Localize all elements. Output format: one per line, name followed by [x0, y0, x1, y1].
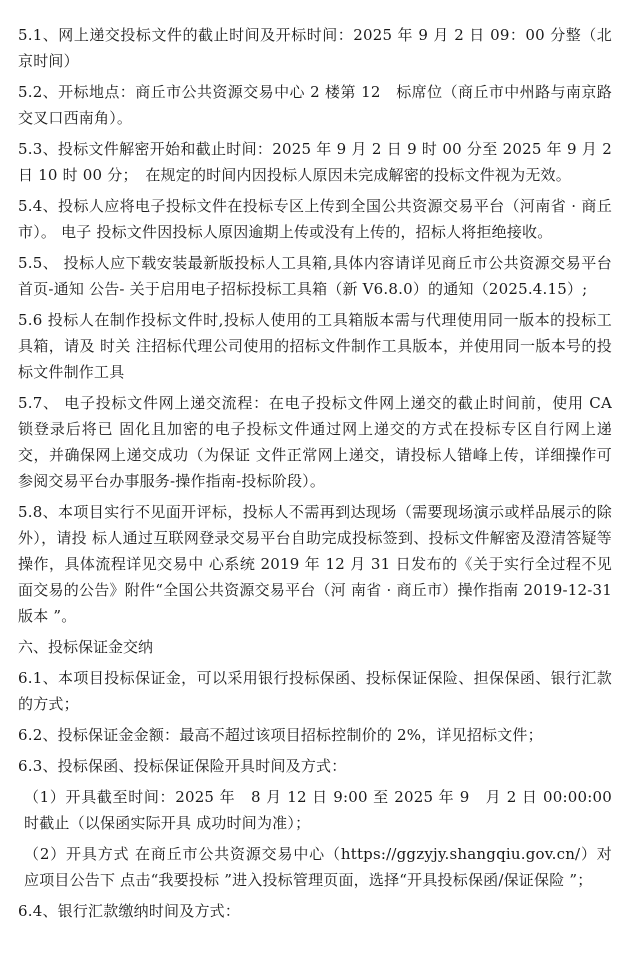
clause-5-6: 5.6 投标人在制作投标文件时,投标人使用的工具箱版本需与代理使用同一版本的投标工具箱，请及 时关 注招标代理公司使用的招标文件制作工具版本，并使用同一版本号的投标文件制作工具	[18, 311, 612, 381]
clause-6-3-item-1: （1）开具截至时间：2025 年 8 月 12 日 9:00 至 2025 年 9 月 2 日 00:00:00 时截止（以保函实际开具 成功时间为准）；	[24, 788, 612, 832]
clause-5-5: 5.5、 投标人应下载安装最新版投标人工具箱,具体内容请详见商丘市公共资源交易平台首页-通知 公告- 关于启用电子招标投标工具箱（新 V6.8.0）的通知（2025.4.15）;	[18, 254, 612, 298]
clause-5-1: 5.1、网上递交投标文件的截止时间及开标时间：2025 年 9 月 2 日 09：00 分整（北京时间）	[18, 26, 612, 70]
clause-5-7: 5.7、 电子投标文件网上递交流程：在电子投标文件网上递交的截止时间前，使用 CA 锁登录后将已 固化且加密的电子投标文件通过网上递交的方式在投标专区自行网上递交，并确保网上递交成功（为保证 文件正常网上递交，请投标人错峰上传，详细操作可参阅交易平台办事服务-操作指南-投标阶段）。	[18, 394, 612, 490]
clause-6-4: 6.4、银行汇款缴纳时间及方式：	[18, 902, 241, 920]
clause-5-3: 5.3、投标文件解密开始和截止时间：2025 年 9 月 2 日 9 时 00 分至 2025 年 9 月 2 日 10 时 00 分； 在规定的时间内因投标人原因未完成解密的投标文件视为无效。	[18, 140, 612, 184]
clause-5-4: 5.4、投标人应将电子投标文件在投标专区上传到全国公共资源交易平台（河南省 · 商丘市）。 电子 投标文件因投标人原因逾期上传或没有上传的，招标人将拒绝接收。	[18, 197, 612, 241]
section-6-heading: 六、投标保证金交纳	[18, 638, 154, 656]
clause-6-3-item-2: （2）开具方式 在商丘市公共资源交易中心（https://ggzyjy.shangqiu.gov.cn/）对应项目公告下 点击“我要投标 ”进入投标管理页面，选择“开具投标保函/保证保险 ”；	[24, 845, 612, 889]
clause-6-3: 6.3、投标保函、投标保证保险开具时间及方式：	[18, 757, 347, 775]
clause-5-8: 5.8、本项目实行不见面开评标，投标人不需再到达现场（需要现场演示或样品展示的除外），请投 标人通过互联网登录交易平台自助完成投标签到、投标文件解密及澄清答疑等操作，具体流程详见交易中 心系统 2019 年 12 月 31 日发布的《关于实行全过程不见面交易的公告》附件“全国公共资源交易平台（河 南省 · 商丘市）操作指南 2019-12-31 版本 ”。	[18, 503, 612, 625]
clause-6-2: 6.2、投标保证金金额：最高不超过该项目招标控制价的 2%，详见招标文件；	[18, 726, 543, 744]
clause-6-1: 6.1、本项目投标保证金，可以采用银行投标保函、投标保证保险、担保保函、银行汇款的方式；	[18, 669, 612, 713]
clause-5-2: 5.2、开标地点：商丘市公共资源交易中心 2 楼第 12 标席位（商丘市中州路与南京路交叉口西南角）。	[18, 83, 612, 127]
